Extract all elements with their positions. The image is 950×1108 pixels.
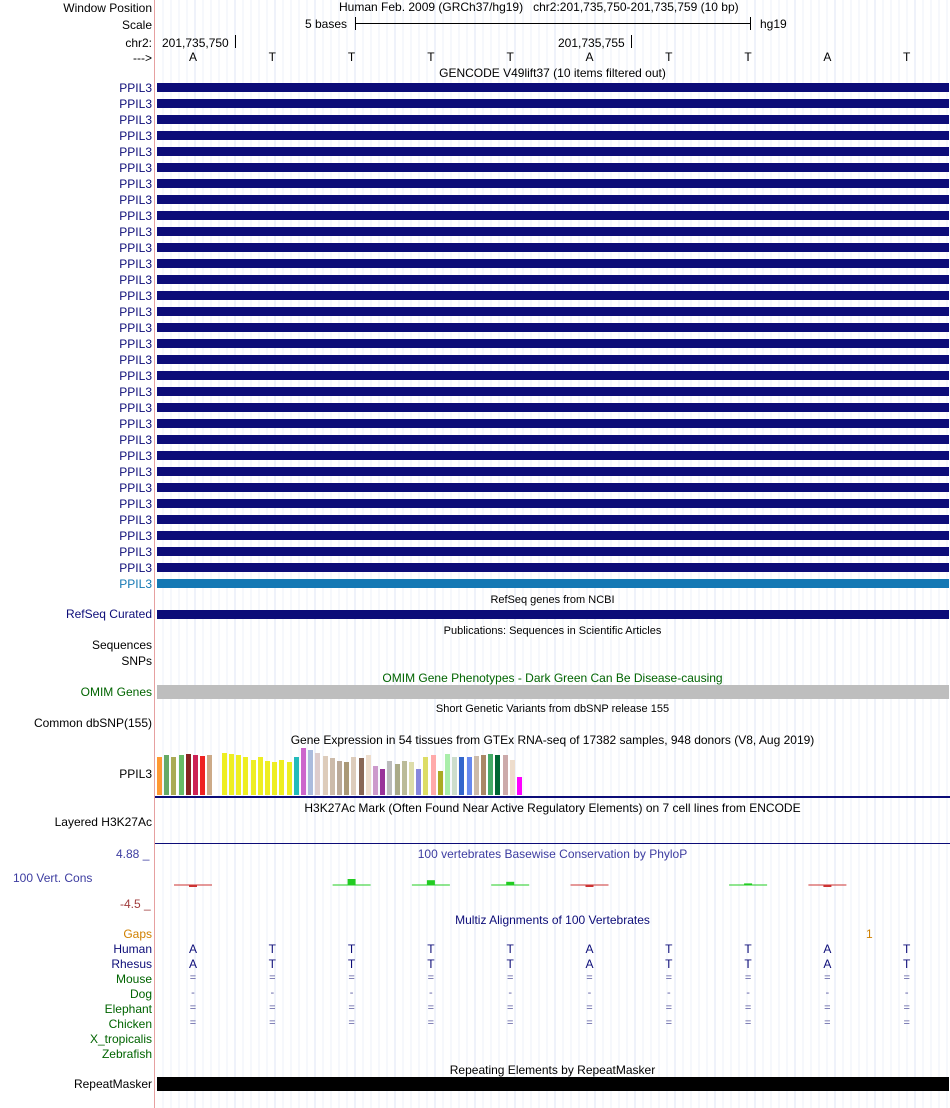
conservation-score-mark[interactable] bbox=[348, 879, 356, 885]
gencode-transcript-bar[interactable] bbox=[157, 339, 949, 348]
refseq-track-label[interactable]: RefSeq Curated bbox=[65, 607, 152, 621]
h3k27ac-track-label[interactable]: Layered H3K27Ac bbox=[54, 815, 152, 829]
multiz-aligned-base: = bbox=[348, 972, 355, 984]
h3k27ac-baseline bbox=[155, 843, 950, 844]
scale-text: 5 bases bbox=[305, 17, 348, 31]
gtex-tissue-bar[interactable] bbox=[373, 766, 378, 795]
gencode-transcript-bar[interactable] bbox=[157, 323, 949, 332]
multiz-aligned-base: T bbox=[427, 942, 435, 956]
gencode-gene-label[interactable]: PPIL3 bbox=[119, 289, 152, 303]
gencode-transcript-bar[interactable] bbox=[157, 179, 949, 188]
chr-label: chr2: bbox=[125, 36, 152, 50]
assembly-title bbox=[339, 0, 739, 14]
gencode-transcript-bar[interactable] bbox=[157, 243, 949, 252]
conservation-score-mark[interactable] bbox=[427, 880, 435, 885]
gtex-tissue-bar[interactable] bbox=[387, 761, 392, 795]
multiz-aligned-base: T bbox=[903, 957, 911, 971]
assembly-text: Human Feb. 2009 (GRCh37/hg19) bbox=[339, 0, 524, 14]
omim-gene-bar[interactable] bbox=[157, 685, 949, 699]
multiz-aligned-base: T bbox=[665, 942, 673, 956]
gtex-tissue-bar[interactable] bbox=[409, 762, 414, 795]
multiz-aligned-base: = bbox=[586, 972, 593, 984]
multiz-aligned-base: = bbox=[427, 1017, 435, 1029]
gtex-tissue-bar[interactable] bbox=[359, 758, 364, 795]
multiz-aligned-base: = bbox=[506, 1017, 514, 1029]
multiz-aligned-base: - bbox=[746, 987, 750, 999]
refseq-track-title[interactable]: RefSeq genes from NCBI bbox=[490, 594, 615, 606]
gtex-tissue-bar[interactable] bbox=[503, 755, 508, 795]
gtex-tissue-bar[interactable] bbox=[179, 755, 184, 795]
gtex-tissue-bar[interactable] bbox=[157, 757, 162, 795]
gtex-tissue-bar[interactable] bbox=[243, 757, 248, 795]
scale-bar-left-tick bbox=[355, 17, 356, 30]
gencode-transcript-bar[interactable] bbox=[157, 227, 949, 236]
multiz-aligned-base: = bbox=[189, 1002, 197, 1014]
gencode-transcript-bar[interactable] bbox=[157, 483, 949, 492]
dbsnp-track-label[interactable]: Common dbSNP(155) bbox=[33, 716, 152, 730]
multiz-aligned-base: = bbox=[189, 1017, 197, 1029]
gtex-tissue-bar[interactable] bbox=[344, 762, 349, 795]
multiz-aligned-base: T bbox=[744, 957, 752, 971]
gencode-transcript-bar[interactable] bbox=[157, 83, 949, 92]
multiz-aligned-base: - bbox=[587, 987, 592, 999]
gtex-tissue-bar[interactable] bbox=[251, 760, 256, 795]
gtex-tissue-bar[interactable] bbox=[265, 761, 270, 795]
db-label: hg19 bbox=[760, 17, 787, 31]
publications-label-sequences[interactable]: Sequences bbox=[91, 638, 152, 652]
gencode-transcript-bar[interactable] bbox=[157, 163, 949, 172]
multiz-aligned-base: = bbox=[824, 1002, 831, 1014]
gencode-gene-label[interactable]: PPIL3 bbox=[119, 305, 152, 319]
gencode-gene-label[interactable]: PPIL3 bbox=[119, 129, 152, 143]
gtex-tissue-bar[interactable] bbox=[330, 758, 335, 795]
multiz-species-label[interactable]: Zebrafish bbox=[101, 1047, 152, 1061]
gtex-tissue-bar[interactable] bbox=[301, 748, 306, 795]
gencode-transcript-bar[interactable] bbox=[157, 531, 949, 540]
gtex-tissue-bar[interactable] bbox=[366, 755, 371, 795]
publications-label-snps[interactable]: SNPs bbox=[121, 654, 152, 668]
conservation-max-label: 4.88 _ bbox=[116, 847, 150, 861]
scale-bar bbox=[355, 23, 751, 24]
gencode-transcript-bar[interactable] bbox=[157, 355, 949, 364]
coord-left: 201,735,750 bbox=[162, 36, 229, 50]
multiz-aligned-base: = bbox=[586, 1017, 593, 1029]
omim-track-title[interactable]: OMIM Gene Phenotypes - Dark Green Can Be Disease-causing bbox=[382, 671, 723, 685]
gtex-tissue-bar[interactable] bbox=[236, 755, 241, 795]
multiz-aligned-base: = bbox=[903, 972, 910, 984]
multiz-aligned-base: - bbox=[429, 987, 433, 999]
gtex-tissue-bar[interactable] bbox=[337, 761, 342, 795]
conservation-score-mark[interactable] bbox=[189, 885, 197, 887]
gtex-tissue-bar[interactable] bbox=[186, 754, 191, 795]
gencode-transcript-bar[interactable] bbox=[157, 387, 949, 396]
multiz-aligned-base: A bbox=[823, 942, 832, 956]
gencode-gene-label[interactable]: PPIL3 bbox=[119, 145, 152, 159]
gencode-transcript-bar[interactable] bbox=[157, 275, 949, 284]
repeatmasker-track-title[interactable]: Repeating Elements by RepeatMasker bbox=[449, 1063, 656, 1077]
gencode-transcript-bar[interactable] bbox=[157, 547, 949, 556]
multiz-aligned-base: = bbox=[189, 972, 197, 984]
multiz-aligned-base: = bbox=[824, 972, 831, 984]
gencode-gene-label[interactable]: PPIL3 bbox=[119, 97, 152, 111]
multiz-species-label[interactable]: Mouse bbox=[115, 972, 152, 986]
gencode-gene-label[interactable]: PPIL3 bbox=[119, 401, 152, 415]
scale-label: Scale bbox=[121, 18, 152, 32]
coord-left-tick bbox=[235, 35, 236, 48]
conservation-score-mark[interactable] bbox=[506, 882, 514, 885]
gtex-tissue-bar[interactable] bbox=[423, 757, 428, 795]
gencode-gene-label[interactable]: PPIL3 bbox=[119, 161, 152, 175]
gencode-gene-label[interactable]: PPIL3 bbox=[119, 465, 152, 479]
gtex-tissue-bar[interactable] bbox=[193, 755, 198, 795]
multiz-species-label[interactable]: Dog bbox=[129, 987, 152, 1001]
multiz-aligned-base: A bbox=[585, 942, 594, 956]
multiz-aligned-base: = bbox=[348, 1017, 355, 1029]
multiz-species-label[interactable]: Chicken bbox=[108, 1017, 152, 1031]
gencode-gene-label[interactable]: PPIL3 bbox=[119, 545, 152, 559]
multiz-species-label[interactable]: Elephant bbox=[104, 1002, 152, 1016]
dna-base: T bbox=[665, 50, 673, 64]
gencode-gene-label[interactable]: PPIL3 bbox=[119, 481, 152, 495]
multiz-species-label[interactable]: Human bbox=[113, 942, 152, 956]
gtex-tissue-bar[interactable] bbox=[481, 755, 486, 795]
gencode-gene-label[interactable]: PPIL3 bbox=[119, 113, 152, 127]
multiz-aligned-base: T bbox=[506, 957, 514, 971]
gtex-tissue-bar[interactable] bbox=[164, 755, 169, 795]
gencode-transcript-bar[interactable] bbox=[157, 115, 949, 124]
gencode-transcript-bar[interactable] bbox=[157, 451, 949, 460]
multiz-aligned-base: T bbox=[268, 957, 276, 971]
multiz-aligned-base: A bbox=[823, 957, 832, 971]
multiz-aligned-base: = bbox=[506, 1002, 514, 1014]
gencode-transcript-bar[interactable] bbox=[157, 99, 949, 108]
multiz-aligned-base: - bbox=[191, 987, 195, 999]
dna-base: A bbox=[585, 50, 594, 64]
gtex-tissue-bar[interactable] bbox=[222, 753, 227, 795]
gencode-gene-label[interactable]: PPIL3 bbox=[119, 513, 152, 527]
multiz-aligned-base: T bbox=[427, 957, 435, 971]
dna-base: T bbox=[347, 50, 356, 64]
multiz-aligned-base: T bbox=[903, 942, 911, 956]
dna-base: A bbox=[823, 50, 832, 64]
multiz-aligned-base: = bbox=[665, 1002, 673, 1014]
gencode-transcript-bar[interactable] bbox=[157, 259, 949, 268]
multiz-aligned-base: = bbox=[269, 972, 276, 984]
dna-base: T bbox=[427, 50, 435, 64]
gtex-expression-chart[interactable] bbox=[155, 748, 535, 795]
gtex-gene-label[interactable]: PPIL3 bbox=[119, 767, 152, 781]
gtex-tissue-bar[interactable] bbox=[315, 753, 320, 795]
gencode-transcript-bar[interactable] bbox=[157, 195, 949, 204]
gencode-gene-label[interactable]: PPIL3 bbox=[119, 273, 152, 287]
gtex-tissue-bar[interactable] bbox=[459, 757, 464, 795]
multiz-aligned-base: = bbox=[427, 1002, 435, 1014]
conservation-score-mark[interactable] bbox=[744, 883, 752, 885]
scale-bar-right-tick bbox=[750, 17, 751, 30]
multiz-aligned-base: A bbox=[188, 942, 197, 956]
multiz-aligned-base: T bbox=[347, 957, 356, 971]
conservation-score-mark[interactable] bbox=[586, 885, 594, 887]
multiz-aligned-base: = bbox=[665, 972, 673, 984]
multiz-aligned-base: = bbox=[665, 1017, 673, 1029]
gencode-transcript-bar[interactable] bbox=[157, 211, 949, 220]
gencode-gene-label[interactable]: PPIL3 bbox=[119, 529, 152, 543]
gtex-tissue-bar[interactable] bbox=[229, 754, 234, 795]
gtex-tissue-bar[interactable] bbox=[323, 756, 328, 795]
gencode-transcript-bar[interactable] bbox=[157, 563, 949, 572]
multiz-aligned-base: A bbox=[188, 957, 197, 971]
gencode-gene-label[interactable]: PPIL3 bbox=[119, 257, 152, 271]
position-text: chr2:201,735,750-201,735,759 (10 bp) bbox=[533, 0, 739, 14]
gtex-tissue-bar[interactable] bbox=[510, 760, 515, 795]
label-column-border bbox=[154, 0, 155, 1108]
gencode-transcript-bar[interactable] bbox=[157, 371, 949, 380]
gtex-tissue-bar[interactable] bbox=[445, 754, 450, 795]
dna-base: T bbox=[744, 50, 752, 64]
gtex-tissue-bar[interactable] bbox=[308, 750, 313, 795]
gencode-gene-label[interactable]: PPIL3 bbox=[119, 577, 152, 591]
gtex-tissue-bar[interactable] bbox=[495, 755, 500, 795]
multiz-aligned-base: - bbox=[508, 987, 513, 999]
h3k27ac-track-title[interactable]: H3K27Ac Mark (Often Found Near Active Regulatory Elements) on 7 cell lines from ENCODE bbox=[304, 801, 801, 815]
gencode-gene-label[interactable]: PPIL3 bbox=[119, 561, 152, 575]
gencode-gene-label[interactable]: PPIL3 bbox=[119, 369, 152, 383]
gtex-tissue-bar[interactable] bbox=[287, 762, 292, 795]
gencode-gene-label[interactable]: PPIL3 bbox=[119, 353, 152, 367]
gencode-gene-label[interactable]: PPIL3 bbox=[119, 209, 152, 223]
gencode-gene-label[interactable]: PPIL3 bbox=[119, 193, 152, 207]
multiz-aligned-base: = bbox=[824, 1017, 831, 1029]
multiz-aligned-base: - bbox=[349, 987, 354, 999]
multiz-aligned-base: - bbox=[666, 987, 671, 999]
gencode-gene-label[interactable]: PPIL3 bbox=[119, 433, 152, 447]
multiz-aligned-base: T bbox=[347, 942, 356, 956]
multiz-aligned-base: T bbox=[665, 957, 673, 971]
conservation-plot[interactable] bbox=[155, 860, 950, 905]
multiz-aligned-base: T bbox=[744, 942, 752, 956]
multiz-aligned-base: = bbox=[427, 972, 435, 984]
coord-mid: 201,735,755 bbox=[558, 36, 625, 50]
gencode-gene-label[interactable]: PPIL3 bbox=[119, 241, 152, 255]
gencode-transcript-bar[interactable] bbox=[157, 435, 949, 444]
gtex-track-title[interactable]: Gene Expression in 54 tissues from GTEx RNA-seq of 17382 samples, 948 donors (V8, Aug 2019) bbox=[290, 733, 815, 747]
gtex-tissue-bar[interactable] bbox=[272, 762, 277, 795]
gtex-tissue-bar[interactable] bbox=[474, 756, 479, 795]
gtex-tissue-bar[interactable] bbox=[517, 777, 522, 795]
gencode-transcript-bar[interactable] bbox=[157, 291, 949, 300]
gencode-gene-label[interactable]: PPIL3 bbox=[119, 417, 152, 431]
gtex-tissue-bar[interactable] bbox=[294, 757, 299, 795]
repeatmasker-bar[interactable] bbox=[157, 1077, 949, 1091]
strand-label: ---> bbox=[133, 51, 152, 65]
repeatmasker-track-label[interactable]: RepeatMasker bbox=[73, 1077, 152, 1091]
gencode-gene-label[interactable]: PPIL3 bbox=[119, 449, 152, 463]
gencode-gene-label[interactable]: PPIL3 bbox=[119, 177, 152, 191]
gtex-tissue-bar[interactable] bbox=[200, 756, 205, 795]
multiz-aligned-base: T bbox=[268, 942, 276, 956]
multiz-aligned-base: T bbox=[506, 942, 514, 956]
gencode-gene-label[interactable]: PPIL3 bbox=[119, 321, 152, 335]
gencode-transcript-bar[interactable] bbox=[157, 403, 949, 412]
gencode-gene-label[interactable]: PPIL3 bbox=[119, 337, 152, 351]
dna-base: A bbox=[188, 50, 197, 64]
multiz-aligned-base: = bbox=[586, 1002, 593, 1014]
multiz-aligned-base: - bbox=[825, 987, 830, 999]
multiz-aligned-base: = bbox=[269, 1017, 276, 1029]
gtex-tissue-bar[interactable] bbox=[416, 769, 421, 795]
gencode-track-title[interactable]: GENCODE V49lift37 (10 items filtered out) bbox=[439, 66, 666, 80]
window-position-label: Window Position bbox=[63, 1, 152, 15]
conservation-track-label[interactable]: 100 Vert. Cons bbox=[13, 871, 93, 885]
gtex-tissue-bar[interactable] bbox=[351, 757, 356, 795]
gencode-gene-label[interactable]: PPIL3 bbox=[119, 225, 152, 239]
gtex-tissue-bar[interactable] bbox=[438, 771, 443, 795]
dna-base: T bbox=[506, 50, 514, 64]
gencode-transcript-bar[interactable] bbox=[157, 515, 949, 524]
conservation-track-title[interactable]: 100 vertebrates Basewise Conservation by PhyloP bbox=[417, 847, 688, 861]
omim-track-label[interactable]: OMIM Genes bbox=[80, 685, 152, 699]
multiz-species-label[interactable]: X_tropicalis bbox=[89, 1032, 152, 1046]
gtex-tissue-bar[interactable] bbox=[171, 757, 176, 795]
multiz-aligned-base: = bbox=[903, 1017, 910, 1029]
multiz-gaps-label: Gaps bbox=[123, 927, 152, 941]
gtex-tissue-bar[interactable] bbox=[207, 755, 212, 795]
refseq-gene-bar[interactable] bbox=[157, 610, 949, 619]
multiz-aligned-base: = bbox=[744, 972, 752, 984]
gencode-transcript-bar[interactable] bbox=[157, 499, 949, 508]
multiz-aligned-base: = bbox=[269, 1002, 276, 1014]
multiz-aligned-base: A bbox=[585, 957, 594, 971]
dna-base: T bbox=[268, 50, 276, 64]
conservation-score-mark[interactable] bbox=[823, 885, 831, 887]
multiz-aligned-base: = bbox=[348, 1002, 355, 1014]
gencode-gene-label[interactable]: PPIL3 bbox=[119, 385, 152, 399]
gtex-tissue-bar[interactable] bbox=[452, 757, 457, 795]
gencode-transcript-bar[interactable] bbox=[157, 307, 949, 316]
gtex-tissue-bar[interactable] bbox=[395, 764, 400, 795]
gencode-gene-label[interactable]: PPIL3 bbox=[119, 81, 152, 95]
gtex-tissue-bar[interactable] bbox=[488, 754, 493, 795]
gtex-baseline bbox=[155, 796, 950, 798]
gtex-tissue-bar[interactable] bbox=[279, 760, 284, 795]
dbsnp-track-title[interactable]: Short Genetic Variants from dbSNP release 155 bbox=[435, 703, 670, 715]
multiz-aligned-base: = bbox=[506, 972, 514, 984]
gtex-tissue-bar[interactable] bbox=[380, 769, 385, 795]
gtex-tissue-bar[interactable] bbox=[402, 761, 407, 795]
multiz-aligned-base: - bbox=[904, 987, 909, 999]
gencode-transcript-bar[interactable] bbox=[157, 467, 949, 476]
gencode-transcript-bar[interactable] bbox=[157, 147, 949, 156]
conservation-min-label: -4.5 _ bbox=[120, 897, 151, 911]
dna-base: T bbox=[903, 50, 911, 64]
multiz-species-label[interactable]: Rhesus bbox=[111, 957, 152, 971]
multiz-gaps-value: 1 bbox=[866, 927, 873, 941]
gtex-tissue-bar[interactable] bbox=[431, 755, 436, 795]
gencode-transcript-bar[interactable] bbox=[157, 579, 949, 588]
gtex-tissue-bar[interactable] bbox=[467, 757, 472, 795]
gencode-gene-label[interactable]: PPIL3 bbox=[119, 497, 152, 511]
multiz-aligned-base: = bbox=[903, 1002, 910, 1014]
gtex-tissue-bar[interactable] bbox=[258, 757, 263, 795]
multiz-aligned-base: = bbox=[744, 1017, 752, 1029]
multiz-aligned-base: - bbox=[270, 987, 275, 999]
publications-track-title[interactable]: Publications: Sequences in Scientific Articles bbox=[443, 625, 662, 637]
multiz-aligned-base: = bbox=[744, 1002, 752, 1014]
coord-mid-tick bbox=[631, 35, 632, 48]
gencode-transcript-bar[interactable] bbox=[157, 419, 949, 428]
gencode-transcript-bar[interactable] bbox=[157, 131, 949, 140]
multiz-track-title[interactable]: Multiz Alignments of 100 Vertebrates bbox=[455, 913, 650, 927]
